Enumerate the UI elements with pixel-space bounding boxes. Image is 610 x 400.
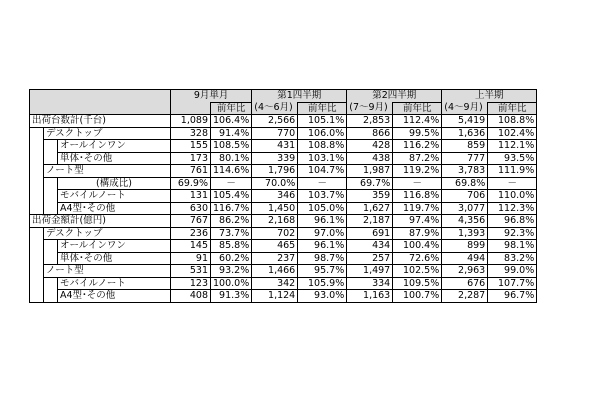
table-row	[30, 240, 537, 253]
table-cell: 257	[347, 252, 393, 265]
indent-spacer	[44, 202, 58, 215]
table-cell: 105.9%	[298, 277, 347, 290]
table-cell: 131	[171, 190, 211, 203]
table-cell: 114.6%	[211, 165, 252, 178]
table-cell: 69.9%	[171, 177, 211, 190]
table-cell: －	[488, 177, 537, 190]
table-cell: 103.1%	[298, 152, 347, 165]
table-cell: 236	[171, 227, 211, 240]
table-cell: 339	[252, 152, 298, 165]
table-cell: 1,089	[171, 115, 211, 128]
row-label: デスクトップ	[44, 127, 171, 140]
table-cell: 91	[171, 252, 211, 265]
row-label: A4型･その他	[58, 290, 171, 303]
indent-spacer	[44, 140, 58, 153]
indent-spacer	[30, 140, 44, 153]
table-cell: 100.0%	[211, 277, 252, 290]
table-cell: 5,419	[442, 115, 488, 128]
table-cell: 342	[252, 277, 298, 290]
table-row	[30, 165, 537, 178]
header-subrange-q1: (4～6月)	[252, 102, 298, 115]
table-cell: 155	[171, 140, 211, 153]
indent-spacer	[44, 277, 58, 290]
table-cell: 676	[442, 277, 488, 290]
table-cell: 108.5%	[211, 140, 252, 153]
table-cell: 93.0%	[298, 290, 347, 303]
indent-spacer	[30, 152, 44, 165]
table-row	[30, 227, 537, 240]
table-cell: 91.3%	[211, 290, 252, 303]
row-label: 出荷台数計(千台)	[30, 115, 171, 128]
table-cell: 80.1%	[211, 152, 252, 165]
header-period-q2: 第2四半期	[347, 90, 442, 103]
table-cell: 237	[252, 252, 298, 265]
indent-spacer	[30, 227, 44, 240]
header-row-yoy	[30, 102, 537, 115]
header-subrange-september	[171, 102, 211, 115]
table-cell: 100.4%	[393, 240, 442, 253]
table-cell: 116.8%	[393, 190, 442, 203]
indent-spacer	[44, 177, 58, 190]
table-cell: 96.7%	[488, 290, 537, 303]
table-cell: 1,124	[252, 290, 298, 303]
table-cell: 83.2%	[488, 252, 537, 265]
table-cell: 428	[347, 140, 393, 153]
header-corner-cell	[30, 90, 171, 103]
table-cell: 1,393	[442, 227, 488, 240]
table-cell: －	[298, 177, 347, 190]
table-cell: 4,356	[442, 215, 488, 228]
table-cell: 106.0%	[298, 127, 347, 140]
indent-spacer	[30, 127, 44, 140]
indent-spacer	[30, 240, 44, 253]
header-period-september: 9月単月	[171, 90, 252, 103]
table-cell: 1,497	[347, 265, 393, 278]
table-cell: 96.1%	[298, 240, 347, 253]
table-cell: 2,287	[442, 290, 488, 303]
table-row	[30, 177, 537, 190]
table-cell: 1,627	[347, 202, 393, 215]
table-cell: 91.4%	[211, 127, 252, 140]
table-cell: 108.8%	[298, 140, 347, 153]
table-cell: 109.5%	[393, 277, 442, 290]
row-label: 単体･その他	[58, 252, 171, 265]
table-cell: 2,853	[347, 115, 393, 128]
table-row	[30, 115, 537, 128]
table-row	[30, 140, 537, 153]
indent-spacer	[44, 252, 58, 265]
row-label: 単体･その他	[58, 152, 171, 165]
row-label: デスクトップ	[44, 227, 171, 240]
header-yoy-september: 前年比	[211, 102, 252, 115]
header-corner-cell	[30, 102, 171, 115]
table-row	[30, 152, 537, 165]
table-cell: 93.2%	[211, 265, 252, 278]
header-yoy-first-half: 前年比	[488, 102, 537, 115]
table-cell: 98.1%	[488, 240, 537, 253]
table-cell: 346	[252, 190, 298, 203]
table-cell: 123	[171, 277, 211, 290]
table-cell: 630	[171, 202, 211, 215]
table-cell: 105.4%	[211, 190, 252, 203]
row-label: 出荷金額計(億円)	[30, 215, 171, 228]
table-cell: 899	[442, 240, 488, 253]
table-cell: 1,796	[252, 165, 298, 178]
table-cell: 1,466	[252, 265, 298, 278]
header-yoy-q1: 前年比	[298, 102, 347, 115]
table-cell: 85.8%	[211, 240, 252, 253]
table-row	[30, 215, 537, 228]
table-cell: 97.0%	[298, 227, 347, 240]
table-row	[30, 202, 537, 215]
table-cell: 107.7%	[488, 277, 537, 290]
indent-spacer	[30, 265, 44, 278]
table-cell: 106.4%	[211, 115, 252, 128]
row-label: A4型･その他	[58, 202, 171, 215]
table-cell: 70.0%	[252, 177, 298, 190]
table-cell: 104.7%	[298, 165, 347, 178]
table-cell: 767	[171, 215, 211, 228]
table-cell: 761	[171, 165, 211, 178]
table-row	[30, 277, 537, 290]
indent-spacer	[44, 190, 58, 203]
table-cell: 73.7%	[211, 227, 252, 240]
table-cell: 328	[171, 127, 211, 140]
table-cell: －	[393, 177, 442, 190]
table-cell: 112.3%	[488, 202, 537, 215]
table-cell: 116.7%	[211, 202, 252, 215]
table-cell: 111.9%	[488, 165, 537, 178]
table-cell: 105.0%	[298, 202, 347, 215]
indent-spacer	[30, 252, 44, 265]
table-cell: 87.2%	[393, 152, 442, 165]
row-label: モバイルノート	[58, 277, 171, 290]
table-cell: 69.7%	[347, 177, 393, 190]
table-cell: 93.5%	[488, 152, 537, 165]
header-period-q1: 第1四半期	[252, 90, 347, 103]
indent-spacer	[44, 240, 58, 253]
row-label: モバイルノート	[58, 190, 171, 203]
table-cell: 465	[252, 240, 298, 253]
table-cell: 72.6%	[393, 252, 442, 265]
table-cell: 98.7%	[298, 252, 347, 265]
header-subrange-q2: (7～9月)	[347, 102, 393, 115]
table-cell: 706	[442, 190, 488, 203]
table-cell: 96.1%	[298, 215, 347, 228]
indent-spacer	[30, 290, 44, 303]
table-cell: 102.5%	[393, 265, 442, 278]
indent-spacer	[30, 177, 44, 190]
table-cell: 112.1%	[488, 140, 537, 153]
table-cell: 434	[347, 240, 393, 253]
header-period-first-half: 上半期	[442, 90, 537, 103]
header-yoy-q2: 前年比	[393, 102, 442, 115]
row-label: ノート型	[44, 265, 171, 278]
table-cell: 2,566	[252, 115, 298, 128]
indent-spacer	[44, 152, 58, 165]
table-cell: 2,168	[252, 215, 298, 228]
table-cell: －	[211, 177, 252, 190]
header-row-periods	[30, 90, 537, 103]
table-cell: 691	[347, 227, 393, 240]
table-cell: 702	[252, 227, 298, 240]
table-row	[30, 290, 537, 303]
table-cell: 408	[171, 290, 211, 303]
table-row	[30, 190, 537, 203]
row-label: オールインワン	[58, 140, 171, 153]
row-label: オールインワン	[58, 240, 171, 253]
table-cell: 494	[442, 252, 488, 265]
table-cell: 69.8%	[442, 177, 488, 190]
indent-spacer	[30, 190, 44, 203]
table-cell: 97.4%	[393, 215, 442, 228]
indent-spacer	[30, 165, 44, 178]
table-cell: 112.4%	[393, 115, 442, 128]
table-cell: 96.8%	[488, 215, 537, 228]
table-cell: 92.3%	[488, 227, 537, 240]
header-subrange-first-half: (4～9月)	[442, 102, 488, 115]
table-cell: 3,783	[442, 165, 488, 178]
indent-spacer	[30, 277, 44, 290]
table-cell: 60.2%	[211, 252, 252, 265]
table-row	[30, 127, 537, 140]
row-label: (構成比)	[58, 177, 171, 190]
table-cell: 866	[347, 127, 393, 140]
table-cell: 119.2%	[393, 165, 442, 178]
indent-spacer	[44, 290, 58, 303]
table-cell: 99.5%	[393, 127, 442, 140]
table-cell: 105.1%	[298, 115, 347, 128]
table-cell: 1,636	[442, 127, 488, 140]
table-cell: 145	[171, 240, 211, 253]
indent-spacer	[30, 202, 44, 215]
table-cell: 359	[347, 190, 393, 203]
table-cell: 103.7%	[298, 190, 347, 203]
table-cell: 99.0%	[488, 265, 537, 278]
table-cell: 108.8%	[488, 115, 537, 128]
table-cell: 2,187	[347, 215, 393, 228]
table-cell: 95.7%	[298, 265, 347, 278]
table-cell: 777	[442, 152, 488, 165]
table-cell: 1,163	[347, 290, 393, 303]
table-cell: 531	[171, 265, 211, 278]
table-cell: 438	[347, 152, 393, 165]
table-cell: 2,963	[442, 265, 488, 278]
table-cell: 116.2%	[393, 140, 442, 153]
row-label: ノート型	[44, 165, 171, 178]
table-cell: 1,987	[347, 165, 393, 178]
table-cell: 86.2%	[211, 215, 252, 228]
table-cell: 100.7%	[393, 290, 442, 303]
table-cell: 859	[442, 140, 488, 153]
table-cell: 770	[252, 127, 298, 140]
table-cell: 1,450	[252, 202, 298, 215]
table-cell: 119.7%	[393, 202, 442, 215]
table-cell: 110.0%	[488, 190, 537, 203]
table-cell: 431	[252, 140, 298, 153]
table-row	[30, 252, 537, 265]
table-cell: 3,077	[442, 202, 488, 215]
shipment-statistics-table	[29, 89, 537, 303]
table-cell: 102.4%	[488, 127, 537, 140]
table-row	[30, 265, 537, 278]
table-cell: 87.9%	[393, 227, 442, 240]
table-cell: 334	[347, 277, 393, 290]
table-cell: 173	[171, 152, 211, 165]
